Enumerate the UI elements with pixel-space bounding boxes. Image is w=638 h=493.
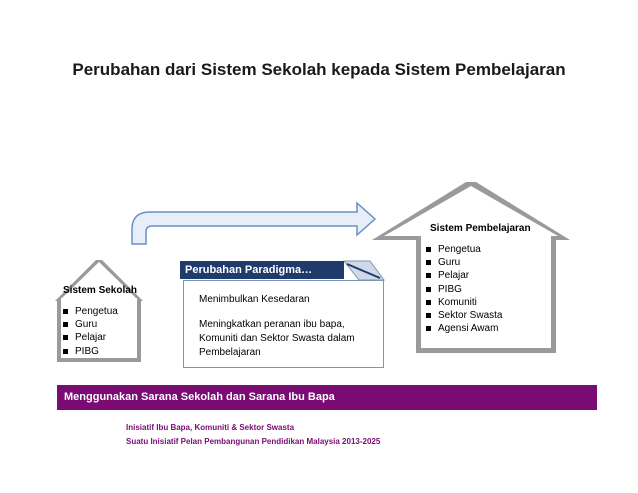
list-item: Pelajar: [425, 269, 502, 282]
page-title: Perubahan dari Sistem Sekolah kepada Sistem Pembelajaran: [72, 60, 566, 79]
footer-line-2: Suatu Inisiatif Pelan Pembangunan Pendidikan Malaysia 2013-2025: [126, 437, 381, 446]
left-house-title: Sistem Sekolah: [63, 285, 137, 296]
list-item: Sektor Swasta: [425, 309, 502, 322]
list-item: Komuniti: [425, 296, 502, 309]
list-item: Pengetua: [425, 243, 502, 256]
curved-arrow-icon: [132, 203, 375, 244]
paradigm-line-2b: Komuniti dan Sektor Swasta dalam: [199, 333, 355, 344]
list-item: PIBG: [425, 283, 502, 296]
paradigm-line-2c: Pembelajaran: [199, 347, 261, 358]
paradigm-header: Perubahan Paradigma…: [180, 261, 344, 279]
footer-line-1: Inisiatif Ibu Bapa, Komuniti & Sektor Swasta: [126, 423, 295, 432]
list-item: PIBG: [62, 345, 118, 358]
list-item: Agensi Awam: [425, 322, 502, 335]
list-item: Guru: [62, 318, 118, 331]
right-house-title: Sistem Pembelajaran: [430, 223, 531, 234]
list-item: Guru: [425, 256, 502, 269]
right-house-list: [425, 243, 502, 335]
paradigm-corner-shape: [344, 261, 384, 280]
left-house-list: [62, 305, 118, 358]
list-item: Pengetua: [62, 305, 118, 318]
paradigm-line-1: Menimbulkan Kesedaran: [199, 294, 310, 305]
list-item: Pelajar: [62, 331, 118, 344]
paradigm-line-2a: Meningkatkan peranan ibu bapa,: [199, 319, 345, 330]
banner: Menggunakan Sarana Sekolah dan Sarana Ibu Bapa: [57, 385, 597, 410]
